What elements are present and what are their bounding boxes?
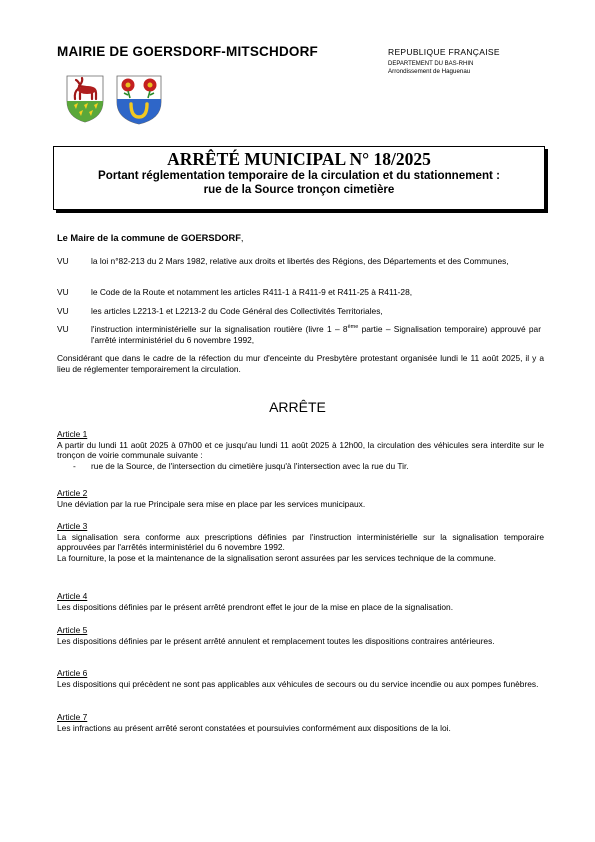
visa-text-part1: l'instruction interministérielle sur la signalisation routière (livre 1 – 8 [91,324,348,334]
article-title: Article 2 [57,488,88,498]
considerant-paragraph: Considérant que dans le cadre de la réfection du mur d'enceinte du Presbytère protestant organisée lundi le 11 août 2025, il y a lieu de réglementer temporairement la circulation. [57,353,544,374]
article-6 [57,668,544,689]
article-title: Article 3 [57,521,88,531]
article-bullet [57,461,544,472]
visa-label: VU [57,324,69,334]
visa-label: VU [57,256,69,266]
article-text: Les infractions au présent arrêté seront constatées et poursuivies conformément aux dispositions de la loi. [57,722,451,733]
article-2 [57,488,544,509]
visa-text: la loi n°82-213 du 2 Mars 1982, relative aux droits et libertés des Régions, des Départements et des Communes, [91,256,509,266]
article-text: Les dispositions qui précèdent ne sont pas applicables aux véhicules de secours ou du service incendie ou aux pompes funèbres. [57,678,539,689]
article-text: La signalisation sera conforme aux prescriptions définies par l'instruction interministérielle sur la signalisation temporaire approuvées par l'arrêtés interministériel du 6 novembre 1992. [57,531,544,552]
visa-text [91,324,541,345]
article-text: Les dispositions définies par le présent arrêté prendront effet le jour de la mise en place de la signalisation. [57,601,454,612]
republique-block [388,47,578,75]
coat-of-arms-deer-icon [66,75,104,128]
article-text: A partir du lundi 11 août 2025 à 07h00 et ce jusqu'au lundi 11 août 2025 à 12h00, la circulation des véhicules sera interdite sur le tronçon de voirie communale suivante : [57,439,544,460]
visa-label: VU [57,306,69,316]
article-title: Article 1 [57,429,88,439]
article-bullet-text: rue de la Source, de l'intersection du cimetière jusqu'à l'intersection avec la rue du Tir. [91,460,409,471]
arrete-subtitle-line1: Portant réglementation temporaire de la circulation et du stationnement : [98,169,500,182]
visa-text-superscript: ème [347,324,359,331]
article-4 [57,591,544,612]
article-1 [57,429,544,471]
arrondissement: Arrondissement de Haguenau [388,68,471,75]
mayor-intro-text: Le Maire de la commune de GOERSDORF [57,233,241,243]
title-box [53,146,545,210]
visa-text-part2: partie – Signalisation temporaire) approuvé par l'arrêté interministériel du 6 novembre 1992, [91,324,542,345]
mayor-intro [57,233,244,243]
article-text: Une déviation par la rue Principale sera mise en place par les services municipaux. [57,498,366,509]
visa-label: VU [57,287,69,297]
arrete-title: ARRÊTÉ MUNICIPAL N° 18/2025 [167,149,431,169]
departement: DEPARTEMENT DU BAS-RHIN [388,61,474,67]
article-7 [57,712,544,733]
article-5 [57,625,544,646]
article-title: Article 5 [57,625,88,635]
republique-francaise: REPUBLIQUE FRANÇAISE [388,47,500,57]
visa-text: les articles L2213-1 et L2213-2 du Code Général des Collectivités Territoriales, [91,306,383,316]
mairie-name: MAIRIE DE GOERSDORF-MITSCHDORF [57,44,318,59]
arrete-subtitle-line2: rue de la Source tronçon cimetière [203,183,395,196]
article-text: Les dispositions définies par le présent arrêté annulent et remplacement toutes les dispositions contraires antérieures. [57,635,495,646]
article-title: Article 4 [57,591,88,601]
visa-text: le Code de la Route et notamment les articles R411-1 à R411-9 et R411-25 à R411-28, [91,287,413,297]
article-text-2: La fourniture, la pose et la maintenance de la signalisation seront assurées par les services technique de la commune. [57,552,497,563]
article-title: Article 7 [57,712,88,722]
arrete-heading: ARRÊTE [269,399,326,415]
coat-of-arms-roses-horseshoe-icon [116,75,162,130]
article-title: Article 6 [57,668,88,678]
bullet-dash: - [73,460,76,471]
mayor-intro-separator: , [240,233,244,243]
article-3 [57,521,544,563]
